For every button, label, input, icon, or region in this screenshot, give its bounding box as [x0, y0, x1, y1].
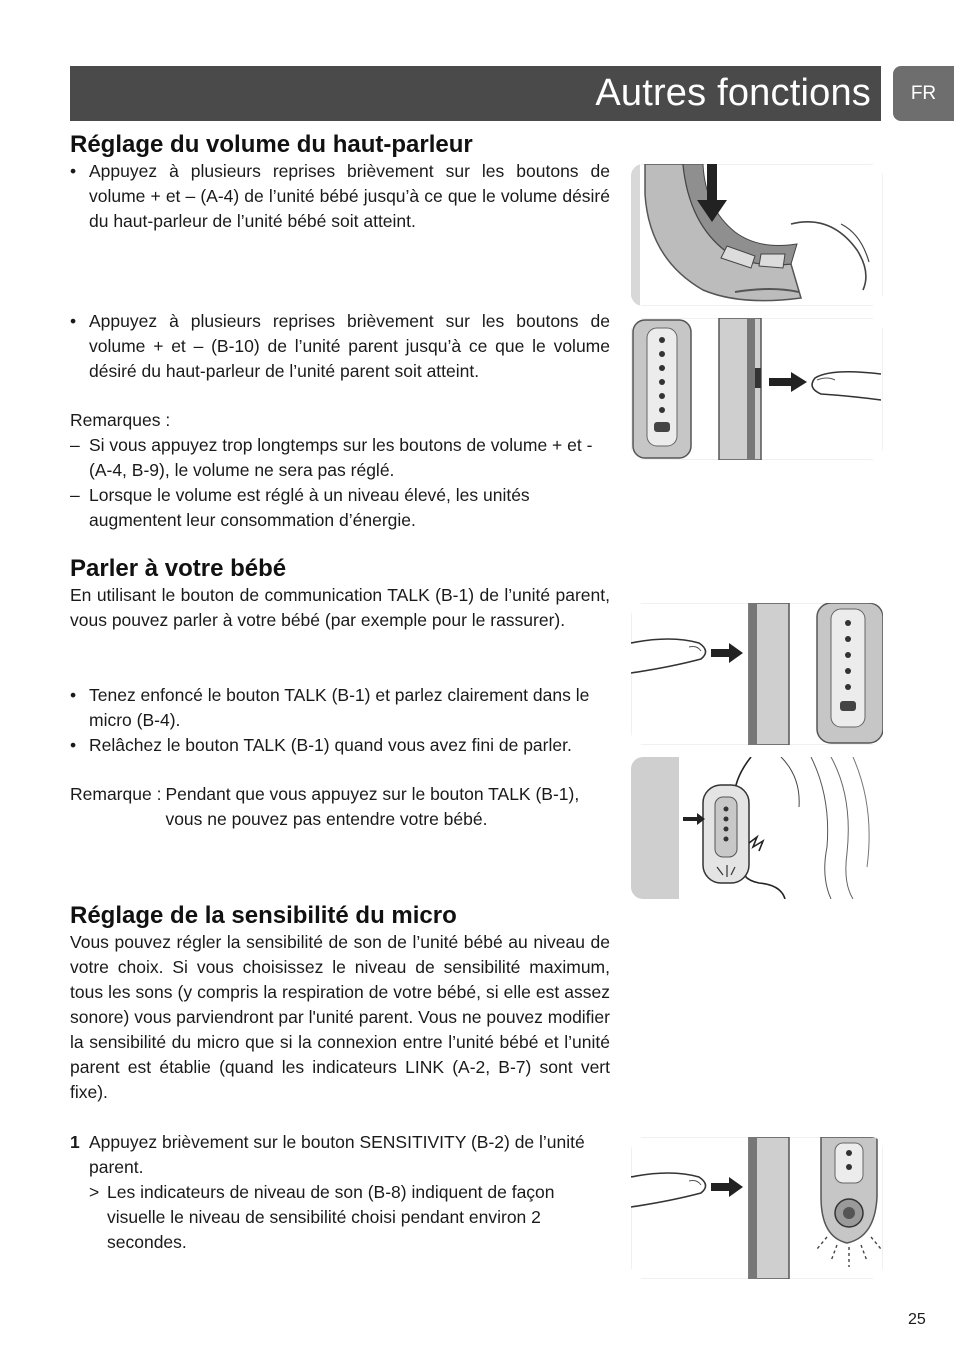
section-title-talk: Parler à votre bébé: [70, 555, 287, 582]
section-title-volume: Réglage du volume du haut-parleur: [70, 131, 473, 158]
language-tab: FR: [893, 66, 954, 121]
remarks-label: Remarques :: [70, 410, 171, 430]
remark-2-text: Lorsque le volume est réglé à un niveau élevé, les unités augmentent leur consommation d’énergie.: [89, 485, 530, 530]
volume-bullet-2: [70, 309, 610, 384]
volume-remarks: [70, 408, 610, 533]
illustration-parent-unit-volume: [631, 318, 883, 460]
talk-bullet-2-text: Relâchez le bouton TALK (B-1) quand vous avez fini de parler.: [89, 735, 572, 755]
bullet-marker: •: [70, 161, 77, 181]
step-1-text: Appuyez brièvement sur le bouton SENSITIVITY (B-2) de l’unité parent.: [89, 1132, 585, 1177]
bullet-marker: •: [70, 685, 77, 705]
dash-marker: –: [70, 485, 80, 505]
talk-bullets: [70, 683, 610, 758]
volume-bullet-2-text: Appuyez à plusieurs reprises brièvement sur les boutons de volume + et – (B-10) de l’unité parent jusqu’à ce que le volume désiré du haut-parleur de l’unité parent soit atteint.: [89, 311, 610, 381]
volume-bullet-1: [70, 159, 610, 234]
remark-label: Remarque :: [70, 784, 162, 804]
illustration-talk-button: [631, 603, 883, 745]
dash-marker: –: [70, 435, 80, 455]
illustration-sensitivity-button: [631, 1137, 883, 1279]
talk-bullet-1-text: Tenez enfoncé le bouton TALK (B-1) et parlez clairement dans le micro (B-4).: [89, 685, 590, 730]
volume-bullet-1-text: Appuyez à plusieurs reprises brièvement sur les boutons de volume + et – (A-4) de l’unité bébé jusqu’à ce que le volume désiré du haut-parleur de l’unité bébé soit atteint.: [89, 161, 610, 231]
section-title-sensitivity: Réglage de la sensibilité du micro: [70, 902, 457, 929]
illustration-baby-unit-volume: [631, 164, 883, 306]
talk-intro: En utilisant le bouton de communication TALK (B-1) de l’unité parent, vous pouvez parler à votre bébé (par exemple pour le rassurer).: [70, 585, 610, 630]
remark-item-1: [70, 433, 610, 483]
header-bar: [70, 66, 881, 121]
result-marker: >: [89, 1182, 100, 1202]
bullet-marker: •: [70, 735, 77, 755]
talk-remark: [70, 782, 610, 832]
illustration-speak-into-micro: [631, 757, 883, 899]
remark-1-text: Si vous appuyez trop longtemps sur les boutons de volume + et - (A-4, B-9), le volume ne sera pas réglé.: [89, 435, 593, 480]
step-number: 1: [70, 1132, 80, 1152]
result-text: Les indicateurs de niveau de son (B-8) indiquent de façon visuelle le niveau de sensibilité choisi pendant environ 2 secondes.: [107, 1182, 555, 1252]
sensitivity-steps: [70, 1130, 610, 1255]
page-number: 25: [908, 1311, 926, 1328]
page-title: Autres fonctions: [595, 72, 871, 114]
remark-text: Pendant que vous appuyez sur le bouton TALK (B-1), vous ne pouvez pas entendre votre bébé.: [165, 784, 580, 829]
bullet-marker: •: [70, 311, 77, 331]
sensitivity-intro: Vous pouvez régler la sensibilité de son de l’unité bébé au niveau de votre choix. Si vous choisissez le niveau de sensibilité maximum, tous les sons (y compris la respiration de votre bébé, si elle est assez sonore) vous parviendront par l'unité parent. Vous ne pouvez modifier la sensibilité du micro que si la connexion entre l’unité bébé et l’unité parent est établie (quand les indicateurs LINK (A-2, B-7) sont vert fixe).: [70, 932, 610, 1102]
remark-item-2: [70, 483, 610, 533]
